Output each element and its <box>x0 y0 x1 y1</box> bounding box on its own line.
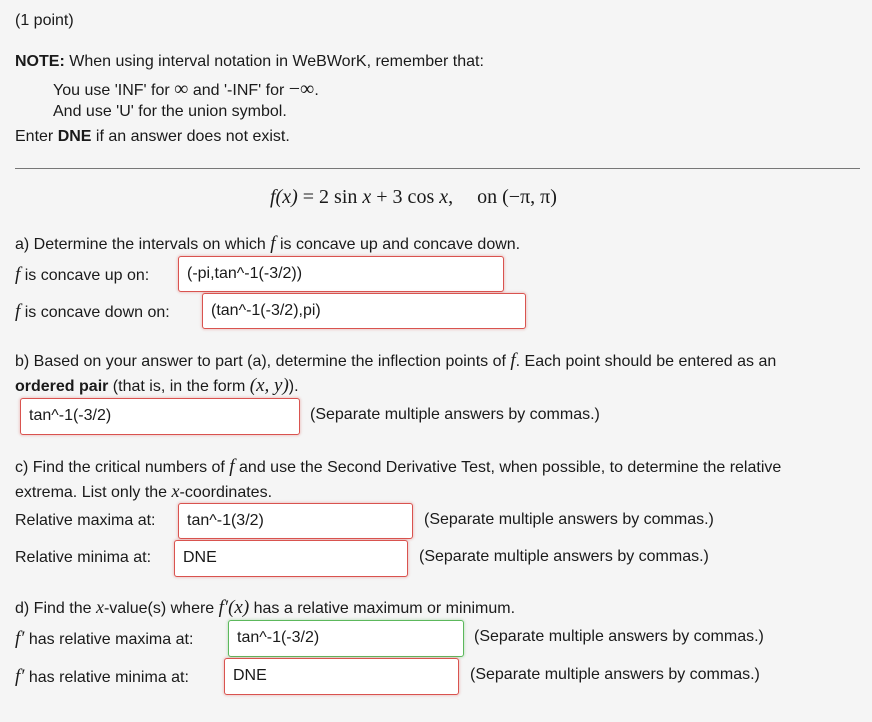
part-c-min-hint: (Separate multiple answers by commas.) <box>419 548 709 565</box>
part-a-prompt <box>15 233 520 255</box>
part-c-max-hint: (Separate multiple answers by commas.) <box>424 511 714 528</box>
concave-down-label <box>15 301 170 323</box>
union-line: And use 'U' for the union symbol. <box>53 103 287 120</box>
divider <box>15 168 860 169</box>
rel-max-label: Relative maxima at: <box>15 512 156 529</box>
note-label: NOTE: <box>15 53 65 70</box>
part-d-max-hint: (Separate multiple answers by commas.) <box>474 628 764 645</box>
part-b-text-a: b) Based on your answer to part (a), determine the inflection points of <box>15 353 511 370</box>
concave-up-text: is concave up on: <box>20 267 150 284</box>
points-label: (1 point) <box>15 12 74 29</box>
inflection-points-input[interactable]: tan^-1(-3/2) <box>20 398 300 435</box>
rel-min-input[interactable]: DNE <box>174 540 408 577</box>
fp-max-input[interactable]: tan^-1(-3/2) <box>228 620 464 657</box>
function-comma: , <box>448 186 454 208</box>
note-text: When using interval notation in WeBWorK, remember that: <box>64 53 484 70</box>
part-b-form: (x, y) <box>249 375 289 396</box>
function-x1: x <box>362 186 372 208</box>
part-b-text-b: . Each point should be entered as an <box>515 353 777 370</box>
part-a-text-a: a) Determine the intervals on which <box>15 236 271 253</box>
fp-min-symbol: f′ <box>15 666 25 687</box>
function-x2: x <box>439 186 449 208</box>
fp-max-symbol: f′ <box>15 628 25 649</box>
part-d-fprime: f′(x) <box>218 597 250 618</box>
part-b-bold: ordered pair <box>15 378 109 395</box>
part-d-text-a: d) Find the <box>15 600 96 617</box>
rel-max-input[interactable]: tan^-1(3/2) <box>178 503 413 539</box>
part-b-text-c: (that is, in the form <box>108 378 250 395</box>
part-c-text-b: and use the Second Derivative Test, when possible, to determine the relative <box>234 459 782 476</box>
dne-line <box>15 128 290 146</box>
concave-up-f: f <box>15 264 21 285</box>
function-eq: = 2 sin <box>297 186 363 208</box>
inf-line <box>53 78 319 101</box>
dne-text-b: if an answer does not exist. <box>91 128 290 145</box>
part-c-text-d: -coordinates. <box>179 484 273 501</box>
fp-min-input[interactable]: DNE <box>224 658 459 695</box>
part-b-prompt-2 <box>15 375 299 397</box>
function-lhs: f(x) <box>270 186 298 208</box>
concave-down-text: is concave down on: <box>20 304 170 321</box>
part-a-text-b: is concave up and concave down. <box>275 236 521 253</box>
part-b-prompt-1 <box>15 350 776 372</box>
part-c-x: x <box>171 481 180 501</box>
concave-down-input[interactable]: (tan^-1(-3/2),pi) <box>202 293 526 329</box>
note-line <box>15 53 484 71</box>
fp-min-label <box>15 666 189 688</box>
part-b-text-d: ). <box>288 378 299 395</box>
function-plus: + 3 cos <box>371 186 440 208</box>
fp-max-text: has relative maxima at: <box>24 631 194 648</box>
part-d-min-hint: (Separate multiple answers by commas.) <box>470 666 760 683</box>
part-a-f: f <box>270 233 276 254</box>
part-c-prompt-2 <box>15 481 272 502</box>
part-c-text-c: extrema. List only the <box>15 484 172 501</box>
part-c-text-a: c) Find the critical numbers of <box>15 459 230 476</box>
part-c-prompt-1 <box>15 456 781 478</box>
dne-text-a: Enter <box>15 128 58 145</box>
concave-up-label <box>15 264 149 286</box>
part-d-text-c: has a relative maximum or minimum. <box>249 600 516 617</box>
dne-bold: DNE <box>57 128 92 145</box>
part-c-f: f <box>229 456 235 477</box>
rel-min-label: Relative minima at: <box>15 549 152 566</box>
part-b-f: f <box>510 350 516 371</box>
inf-text-end: . <box>314 82 319 99</box>
part-d-text-b: -value(s) where <box>103 600 219 617</box>
function-domain: on (−π, π) <box>477 186 557 208</box>
part-d-x: x <box>95 597 104 617</box>
function-definition <box>270 186 557 209</box>
concave-up-input[interactable]: (-pi,tan^-1(-3/2)) <box>178 256 504 292</box>
concave-down-f: f <box>15 301 21 322</box>
part-d-prompt <box>15 597 515 619</box>
fp-min-text: has relative minima at: <box>24 669 189 686</box>
infinity-symbol: ∞ <box>174 78 189 100</box>
part-b-hint: (Separate multiple answers by commas.) <box>310 406 600 423</box>
inf-text-a: You use 'INF' for <box>53 82 175 99</box>
neg-infinity-symbol: −∞ <box>288 78 315 100</box>
inf-text-b: and '-INF' for <box>188 82 289 99</box>
fp-max-label <box>15 628 193 650</box>
